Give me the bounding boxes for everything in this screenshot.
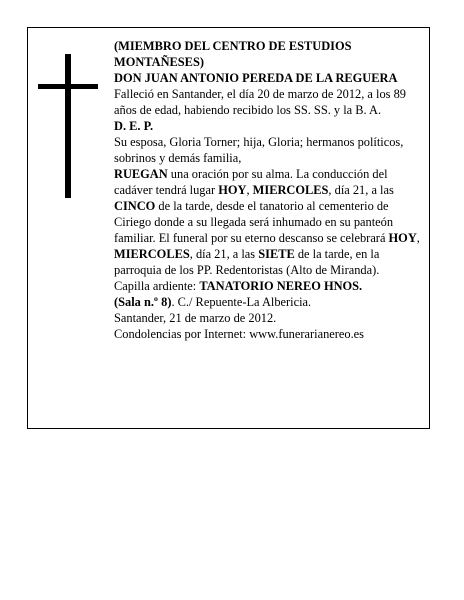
condolences-line: Condolencias por Internet: www.funerarianereo.es [114,327,365,341]
cinco-word: CINCO [114,199,156,213]
death-announcement: Falleció en Santander, el día 20 de marzo de 2012, a los 89 años de edad, habiendo recibido los SS. SS. y la B. A. [114,87,406,117]
ceremony-text-3: de la tarde, desde el tanatorio al cementerio de Ciriego donde a su llegada será inhumado en su panteón familiar. El funeral por su eterno descanso se celebrará [114,199,394,245]
ceremony-details [114,166,422,278]
ceremony-text-1: una oración por su alma. La conducción del cadáver tendrá lugar [114,167,388,197]
miercoles-word-2: MIERCOLES [114,247,190,261]
ceremony-text-4: , día 21, a las [189,247,259,261]
siete-word: SIETE [258,247,295,261]
ceremony-text-5: de la tarde, en la parroquia de los PP. Redentoristas (Alto de Miranda). [114,247,380,277]
dep-line: D. E. P. [114,119,154,133]
chapel-line [114,278,422,310]
cross-vertical-bar [65,54,71,198]
ruegan-word: RUEGAN [114,167,168,181]
deceased-name: DON JUAN ANTONIO PEREDA DE LA REGUERA [114,71,398,85]
obituary-notice [27,27,430,429]
chapel-room: (Sala n.º 8) [114,295,172,309]
cross-horizontal-bar [38,84,98,89]
cross-icon [38,54,98,198]
comma-2: , [416,231,420,245]
family-line: Su esposa, Gloria Torner; hija, Gloria; hermanos políticos, sobrinos y demás familia, [114,135,404,165]
miercoles-word-1: MIERCOLES [252,183,329,197]
hoy-word-2: HOY [388,231,417,245]
chapel-address: . C./ Repuente-La Albericia. [171,295,312,309]
notice-text [114,38,422,342]
comma-1: , [246,183,253,197]
chapel-name: TANATORIO NEREO HNOS. [199,279,363,293]
date-line: Santander, 21 de marzo de 2012. [114,311,277,325]
hoy-word-1: HOY [218,183,247,197]
chapel-label: Capilla ardiente: [114,279,200,293]
ceremony-text-2: , día 21, a las [328,183,394,197]
member-title: (MIEMBRO DEL CENTRO DE ESTUDIOS MONTAÑESES) [114,39,352,69]
